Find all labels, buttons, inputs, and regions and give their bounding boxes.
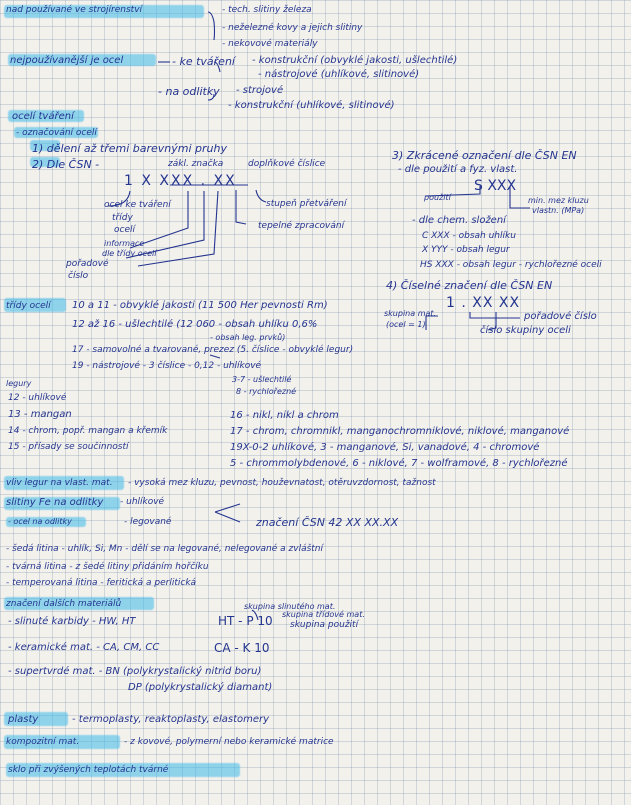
list-item: - ke tváření <box>172 55 235 68</box>
code-format: HT - P 10 <box>218 614 273 628</box>
list-item: - konstrukční (uhlíkové, slitinové) <box>228 100 395 111</box>
list-item: - termoplasty, reaktoplasty, elastomery <box>72 714 270 725</box>
list-item: 4) Číselné značení dle ČSN EN <box>386 279 553 292</box>
heading: kompozitní mat. <box>6 737 80 747</box>
heading: nejpoužívanější je ocel <box>10 55 124 66</box>
list-item: 15 - přísady se součinností <box>8 442 129 452</box>
label: tepelné zpracování <box>258 221 345 231</box>
list-item: - konstrukční (obvyklé jakosti, ušlechtilé) <box>252 55 458 66</box>
list-item: DP (polykrystalický diamant) <box>128 682 273 693</box>
list-item: - slinuté karbidy - HW, HT <box>8 616 136 627</box>
list-item: HS XXX - obsah legur - rychlořezné oceli <box>420 260 602 270</box>
label: min. mez kluzu <box>528 196 589 205</box>
code-format: S XXX <box>474 178 517 194</box>
heading: vliv legur na vlast. mat. <box>6 478 113 488</box>
label: skupina mat. <box>384 309 437 318</box>
list-item: - keramické mat. - CA, CM, CC <box>8 642 160 653</box>
list-item: - na odlitky <box>158 85 220 98</box>
label: pořadové <box>66 259 109 269</box>
list-item: 3-7 - ušlechtilé <box>232 375 292 384</box>
list-item: - šedá litina - uhlík, Si, Mn - dělí se na legované, nelegované a zvláštní <box>6 544 324 554</box>
list-item: - tech. slitiny železa <box>222 5 312 15</box>
list-item: 12 až 16 - ušlechtilé (12 060 - obsah uhlíku 0,6% <box>72 319 318 330</box>
label: doplňkové číslice <box>248 159 326 169</box>
list-item: C XXX - obsah uhlíku <box>422 231 516 241</box>
list-item: - uhlíkové <box>120 497 165 507</box>
list-item: X YYY - obsah legur <box>422 245 510 255</box>
list-item: - obsah leg. prvků) <box>210 333 286 342</box>
label: informace <box>104 239 145 248</box>
subheading: - označování ocelí <box>16 128 97 138</box>
list-item: 14 - chrom, popř. mangan a křemík <box>8 426 168 436</box>
list-item: 10 a 11 - obvyklé jakosti (11 500 Her pevnosti Rm) <box>72 300 328 311</box>
label: vlastn. (MPa) <box>532 206 585 215</box>
label: dle třídy ocelí <box>102 249 157 258</box>
list-item: - tvárná litina - z šedé litiny přidáním hořčíku <box>6 562 209 572</box>
label: pořadové číslo <box>524 311 597 322</box>
label: třídy <box>112 213 133 223</box>
list-item: - vysoká mez kluzu, pevnost, houževnatost, otěruvzdornost, tažnost <box>128 478 436 488</box>
code-format: 1 X XXX . XX <box>124 173 237 189</box>
label: (ocel = 1) <box>386 320 426 329</box>
list-item: 16 - nikl, nikl a chrom <box>230 410 339 421</box>
heading: ocelí tváření <box>12 111 74 122</box>
list-item: - temperovaná litina - feritická a perlitická <box>6 578 197 588</box>
list-item: 13 - mangan <box>8 409 72 420</box>
heading: značení dalších materiálů <box>6 599 122 609</box>
list-item: - strojové <box>236 85 284 96</box>
label: značení ČSN 42 XX XX.XX <box>256 516 399 529</box>
list-item: - supertvrdé mat. - BN (polykrystalický nitrid boru) <box>8 666 262 677</box>
list-item: 12 - uhlíkové <box>8 393 67 403</box>
list-item: 2) Dle ČSN - <box>32 158 100 171</box>
label: skupina slinutého mat. <box>244 602 336 611</box>
heading: třídy ocelí <box>6 301 51 311</box>
label: použití <box>424 193 451 202</box>
code-format: CA - K 10 <box>214 641 270 655</box>
list-item: 17 - samovolné a tvarované, prezez (5. číslice - obvyklé legur) <box>72 345 354 355</box>
list-item: - nekovové materiály <box>222 39 318 49</box>
heading: legury <box>6 379 32 388</box>
label: skupina třídové mat. <box>282 610 365 619</box>
heading: nad používané ve strojírenství <box>6 5 143 15</box>
list-item: - nástrojové (uhlíkové, slitinové) <box>258 69 420 80</box>
label: zákl. značka <box>168 159 224 169</box>
list-item: 19 - nástrojové - 3 číslice - 0,12 - uhlíkové <box>72 361 262 371</box>
code-format: 1 . XX XX <box>446 295 521 311</box>
label: skupina použití <box>290 620 359 630</box>
label: ocelí <box>114 225 135 235</box>
list-item: 8 - rychlořezné <box>236 387 297 396</box>
list-item: - legované <box>124 517 172 527</box>
heading: slitiny Fe na odlitky <box>6 497 104 508</box>
heading: plasty <box>8 714 39 725</box>
list-item: 1) dělení až třemi barevnými pruhy <box>32 142 227 155</box>
list-item: 5 - chrommolybdenové, 6 - niklové, 7 - wolframové, 8 - rychlořezné <box>230 458 568 469</box>
heading: sklo při zvýšených teplotách tvárné <box>8 765 169 775</box>
list-item: 17 - chrom, chromnikl, manganochromniklové, niklové, manganové <box>230 426 570 437</box>
list-item: - ocel na odlitky <box>8 517 72 526</box>
label: stupeň přetváření <box>266 199 347 209</box>
label: číslo <box>68 271 89 281</box>
list-item: - dle použití a fyz. vlast. <box>398 164 518 175</box>
label: číslo skupiny oceli <box>480 325 571 336</box>
list-item: 19X-0-2 uhlíkové, 3 - manganové, Si, vanadové, 4 - chromové <box>230 442 540 453</box>
list-item: - z kovové, polymerní nebo keramické matrice <box>124 737 334 747</box>
label: ocel ke tváření <box>104 200 171 210</box>
list-item: 3) Zkrácené označení dle ČSN EN <box>392 149 577 162</box>
list-item: - neželezné kovy a jejich slitiny <box>222 23 363 33</box>
list-item: - dle chem. složení <box>412 215 506 226</box>
